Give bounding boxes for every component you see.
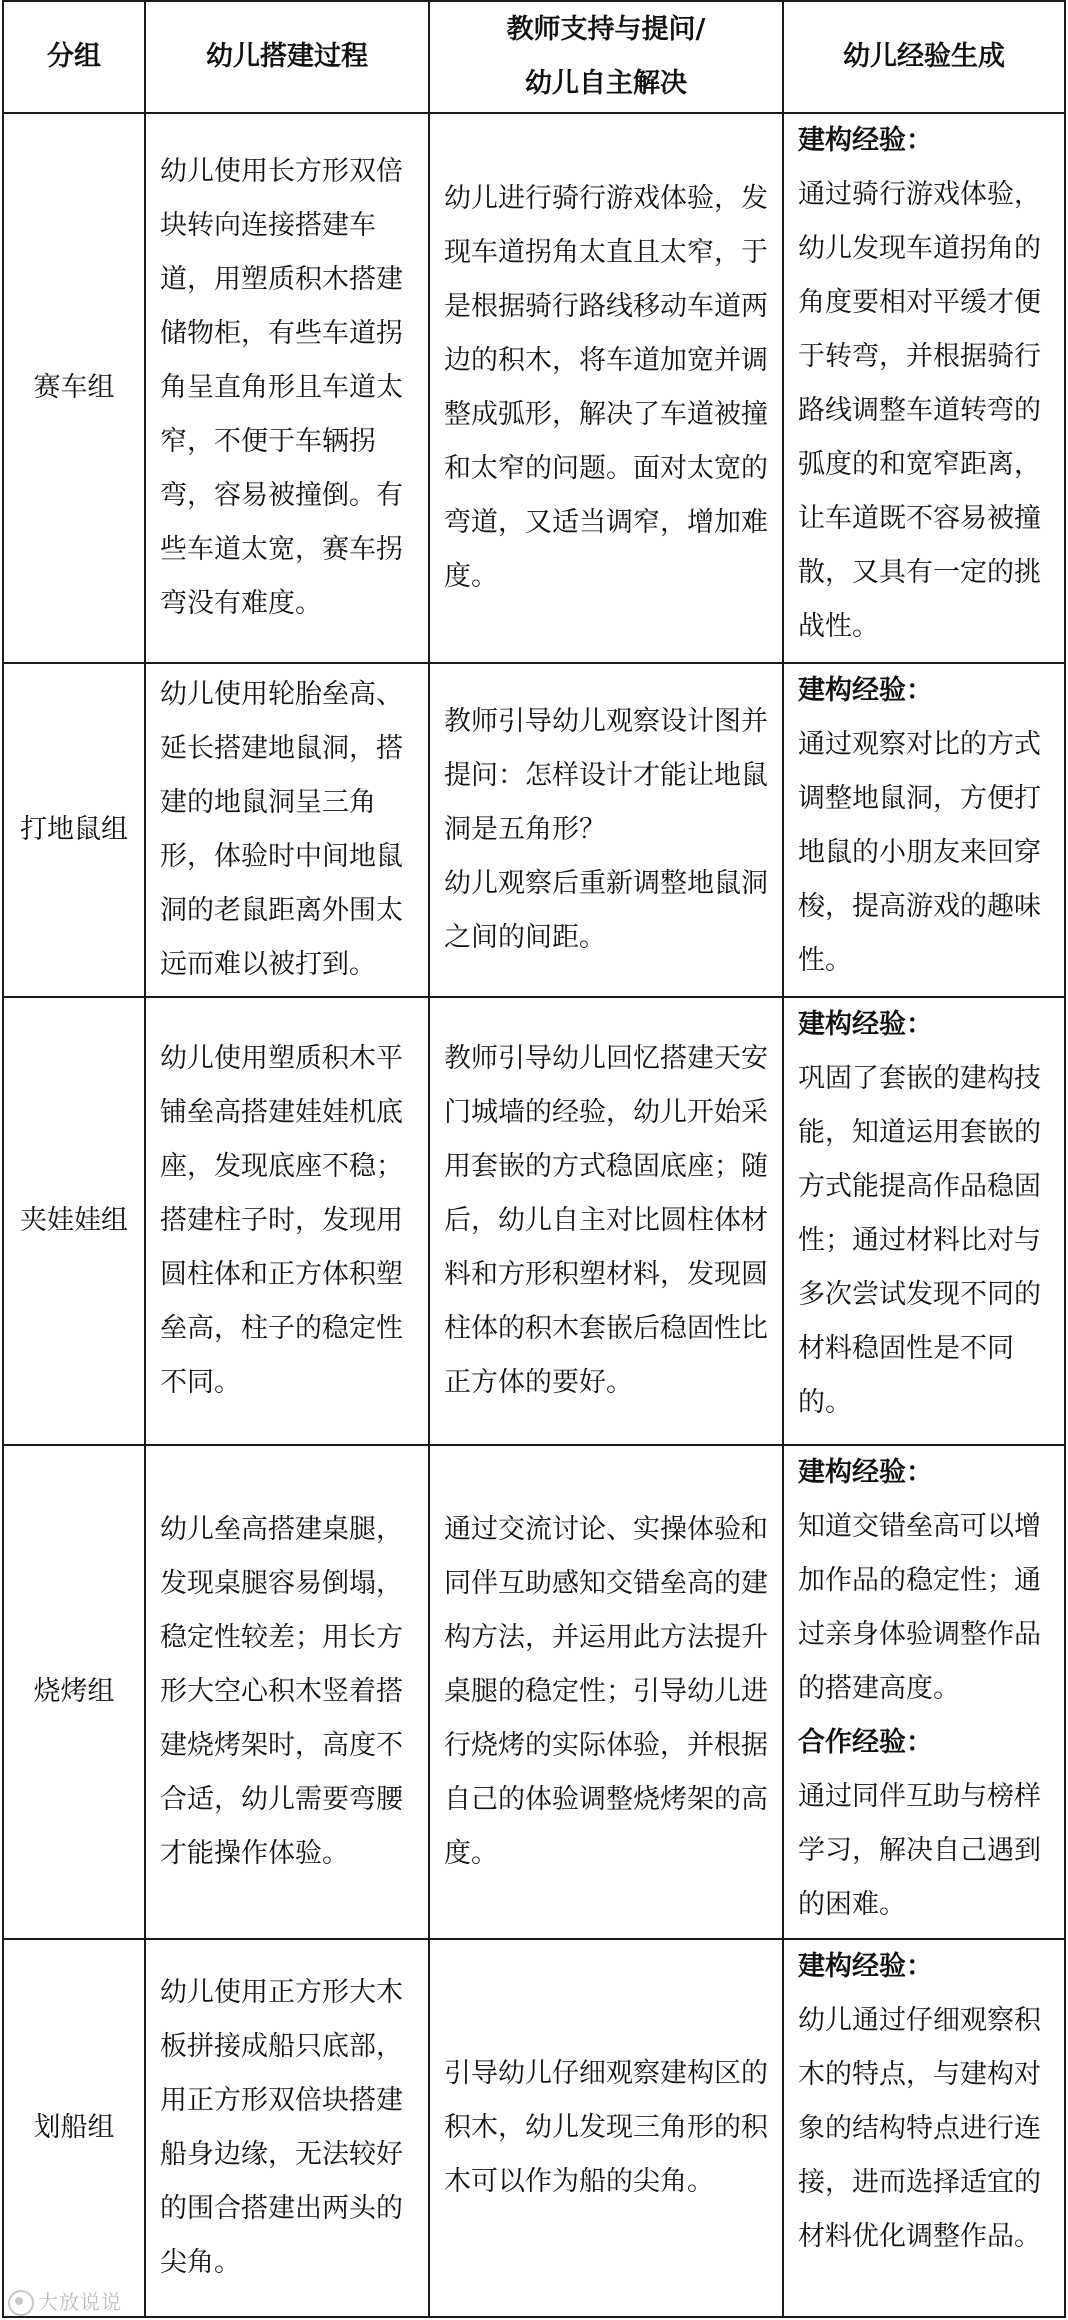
support-text: 教师引导幼儿观察设计图并提问：怎样设计才能让地鼠洞是五角形？ xyxy=(444,706,768,845)
process-text: 幼儿使用轮胎垒高、延长搭建地鼠洞，搭建的地鼠洞呈三角形，体验时中间地鼠洞的老鼠距离外围太远而难以被打到。 xyxy=(160,679,403,980)
table-row xyxy=(3,663,1065,997)
process-text: 幼儿使用塑质积木平铺垒高搭建娃娃机底座，发现底座不稳；搭建柱子时，发现用圆柱体和正方体积塑垒高，柱子的稳定性不同。 xyxy=(160,1043,403,1398)
process-cell xyxy=(145,997,429,1445)
group-cell: 烧烤组 xyxy=(3,1445,145,1939)
process-text: 幼儿使用正方形大木板拼接成船只底部，用正方形双倍块搭建船身边缘，无法较好的围合搭建出两头的尖角。 xyxy=(160,1977,403,2278)
support-text: 引导幼儿仔细观察建构区的积木，幼儿发现三角形的积木可以作为船的尖角。 xyxy=(444,2058,768,2197)
header-row xyxy=(3,1,1065,113)
experience-cell xyxy=(783,1445,1065,1939)
experience-text: 知道交错垒高可以增加作品的稳定性；通过亲身体验调整作品的搭建高度。 xyxy=(798,1511,1041,1704)
table-row xyxy=(3,1445,1065,1939)
experience-cell xyxy=(783,663,1065,997)
header-experience: 幼儿经验生成 xyxy=(783,1,1065,113)
header-process: 幼儿搭建过程 xyxy=(145,1,429,113)
experience-cell xyxy=(783,997,1065,1445)
support-cell xyxy=(429,663,783,997)
table-row xyxy=(3,997,1065,1445)
process-cell xyxy=(145,1445,429,1939)
experience-title: 建构经验： xyxy=(798,125,933,156)
experience-cell xyxy=(783,113,1065,663)
group-cell: 赛车组 xyxy=(3,113,145,663)
process-text: 幼儿使用长方形双倍块转向连接搭建车道，用塑质积木搭建储物柜，有些车道拐角呈直角形且车道太窄，不便于车辆拐弯，容易被撞倒。有些车道太宽，赛车拐弯没有难度。 xyxy=(160,156,403,619)
experience-text: 通过骑行游戏体验，幼儿发现车道拐角的角度要相对平缓才便于转弯，并根据骑行路线调整车道转弯的弧度的和宽窄距离，让车道既不容易被撞散，又具有一定的挑战性。 xyxy=(798,179,1041,642)
header-group: 分组 xyxy=(3,1,145,113)
watermark-logo-icon xyxy=(8,2290,34,2316)
group-cell: 划船组 xyxy=(3,1939,145,2317)
experience-text: 通过观察对比的方式调整地鼠洞，方便打地鼠的小朋友来回穿梭，提高游戏的趣味性。 xyxy=(798,729,1041,976)
watermark xyxy=(8,2286,122,2317)
support-text: 幼儿观察后重新调整地鼠洞之间的间距。 xyxy=(444,868,768,953)
experience-cell xyxy=(783,1939,1065,2317)
support-cell xyxy=(429,1939,783,2317)
support-cell xyxy=(429,113,783,663)
header-support: 教师支持与提问/ 幼儿自主解决 xyxy=(429,1,783,113)
table-row xyxy=(3,113,1065,663)
watermark-text: 大放说说 xyxy=(38,2289,122,2314)
experience-text: 巩固了套嵌的建构技能，知道运用套嵌的方式能提高作品稳固性；通过材料比对与多次尝试发现不同的材料稳固性是不同的。 xyxy=(798,1063,1041,1418)
support-text: 教师引导幼儿回忆搭建天安门城墙的经验，幼儿开始采用套嵌的方式稳固底座；随后，幼儿自主对比圆柱体材料和方形积塑材料，发现圆柱体的积木套嵌后稳固性比正方体的要好。 xyxy=(444,1043,768,1398)
experience-title: 合作经验： xyxy=(798,1727,933,1758)
process-cell xyxy=(145,113,429,663)
process-cell xyxy=(145,1939,429,2317)
experience-title: 建构经验： xyxy=(798,1009,933,1040)
support-text: 幼儿进行骑行游戏体验，发现车道拐角太直且太窄，于是根据骑行路线移动车道两边的积木，将车道加宽并调整成弧形，解决了车道被撞和太窄的问题。面对太宽的弯道，又适当调窄，增加难度。 xyxy=(444,183,768,592)
experience-table xyxy=(2,0,1066,2318)
experience-title: 建构经验： xyxy=(798,1951,933,1982)
process-text: 幼儿垒高搭建桌腿，发现桌腿容易倒塌，稳定性较差；用长方形大空心积木竖着搭建烧烤架时，高度不合适，幼儿需要弯腰才能操作体验。 xyxy=(160,1514,403,1869)
group-cell: 打地鼠组 xyxy=(3,663,145,997)
process-cell xyxy=(145,663,429,997)
experience-text: 通过同伴互助与榜样学习，解决自己遇到的困难。 xyxy=(798,1781,1041,1920)
support-text: 通过交流讨论、实操体验和同伴互助感知交错垒高的建构方法，并运用此方法提升桌腿的稳定性；引导幼儿进行烧烤的实际体验，并根据自己的体验调整烧烤架的高度。 xyxy=(444,1514,768,1869)
support-cell xyxy=(429,1445,783,1939)
experience-title: 建构经验： xyxy=(798,675,933,706)
support-cell xyxy=(429,997,783,1445)
experience-title: 建构经验： xyxy=(798,1457,933,1488)
experience-text: 幼儿通过仔细观察积木的特点，与建构对象的结构特点进行连接，进而选择适宜的材料优化调整作品。 xyxy=(798,2005,1041,2252)
table-row xyxy=(3,1939,1065,2317)
group-cell: 夹娃娃组 xyxy=(3,997,145,1445)
